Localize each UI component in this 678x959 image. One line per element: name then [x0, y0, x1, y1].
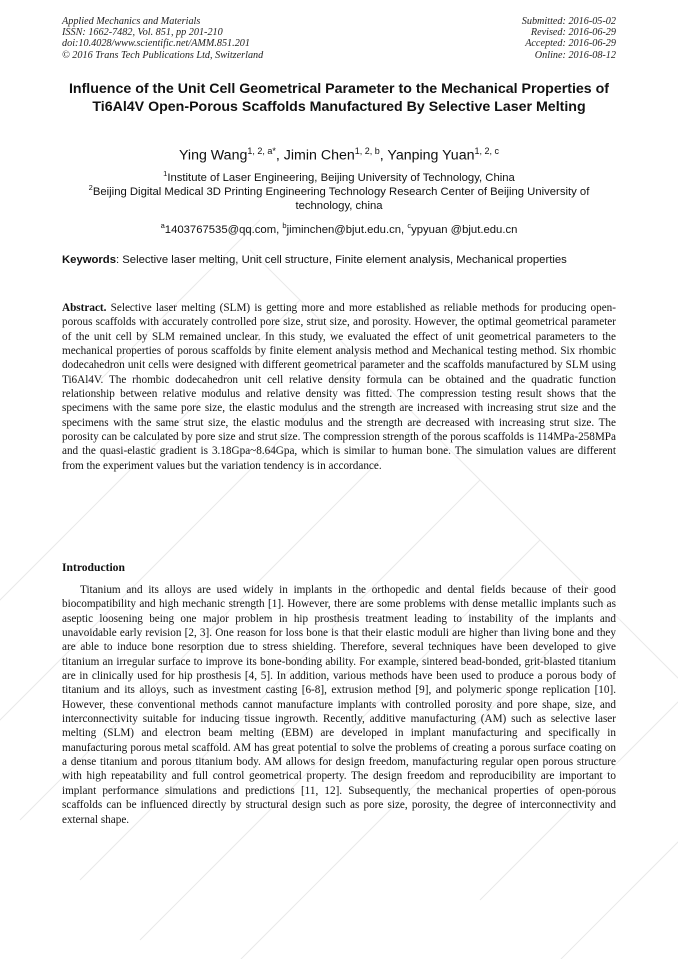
online-date: Online: 2016-08-12 — [534, 49, 616, 61]
section-heading-introduction: Introduction — [62, 561, 125, 574]
author-sup: 1, 2, c — [474, 146, 499, 156]
author-emails: $^a$1403767535@qq.com, $^b$jiminchen@bjut.edu.cn, $^c$ypyuan @bjut.edu.cn — [160, 221, 518, 236]
email-link[interactable]: jiminchen@bjut.edu.cn — [286, 223, 402, 236]
affiliation-text: Institute of Laser Engineering, Beijing University of Technology, China — [167, 171, 515, 184]
revised-date: Revised: 2016-06-29 — [530, 27, 616, 39]
affiliation-sup: 1 — [163, 169, 168, 178]
journal-copyright: © 2016 Trans Tech Publications Ltd, Switzerland — [62, 49, 264, 61]
journal-header-right — [522, 16, 616, 61]
email-sup: b — [282, 221, 287, 230]
affiliation-2 — [62, 181, 616, 213]
keywords — [62, 253, 616, 267]
introduction-paragraph: Titanium and its alloys are used widely in implants in the orthopedic and dental fields because of their good biocompatibility and high mechanic strength [1]. However, there are some problems with dense metallic implants such as aseptic loosening being one major problem in hip prosthesis treatment leading to instability of the implants and unavoidable early revision [2, 3]. One reason for loss bone is that their elastic moduli are higher than living bone and they are able to induce bone resorption due to stress shielding. Therefore, several techniques have been developed to give titanium an irregular surface to improve its bone-bonding ability. For example, sintered bead-bonded, grit-blasted titanium are in clinically used for hip prosthesis [4, 5]. In addition, various methods have been used to produce a porous body of titanium and its alloys, such as investment casting [6-8], extrusion method [9], and polymeric sponge replication [10]. However, these conventional methods cannot manufacture implants with controlled porosity and pore shape, size, and interconnectivity suitable for inducing tissue ingrowth. Recently, additive manufacturing (AM) such as selective laser melting (SLM) and electron beam melting (EBM) are developed in implant manufacturing and specifically in manufacturing porous metal scaffold. AM has great potential to solve the problems of creating a porous surface coating on a dense titanium and porous titanium body. AM allows for design freedom, manufacturing regular open porous structure with high repeatability and full control geometrical property. The design freedom and reproducibility are important to implant performance simulations and predictions [11, 12]. Subsequently, the mechanical properties of open-porous scaffolds can be influenced directly by structural design such as pore size, porosity, the degree of interconnectivity and external shape. — [62, 584, 616, 826]
author-name: Jimin Chen — [283, 147, 355, 164]
author-sup: 1, 2, a* — [247, 146, 276, 156]
email-sup: c — [407, 221, 412, 230]
author-name: Yanping Yuan — [387, 147, 475, 164]
journal-name: Applied Mechanics and Materials — [62, 16, 201, 27]
abstract-label: Abstract. — [62, 302, 107, 314]
author-name: Ying Wang — [179, 147, 248, 164]
author-list: Ying Wang$^{1, 2, a*}$, Jimin Chen$^{1, 2, b}$, Yanping Yuan$^{1, 2, c}$ — [179, 146, 499, 164]
affiliation-text: Beijing Digital Medical 3D Printing Engineering Technology Research Center of Beijing University of technology, china — [92, 185, 590, 212]
paper-title: Influence of the Unit Cell Geometrical Parameter to the Mechanical Properties of Ti6Al4V Open-Porous Scaffolds Manufactured By Selective Laser Melting — [68, 81, 610, 115]
journal-issn: ISSN: 1662-7482, Vol. 851, pp 201-210 — [62, 27, 223, 39]
journal-doi: doi:10.4028/www.scientific.net/AMM.851.201 — [62, 38, 250, 50]
keywords-text: : Selective laser melting, Unit cell structure, Finite element analysis, Mechanical properties — [116, 254, 567, 266]
keywords-label: Keywords — [62, 254, 116, 266]
abstract-text: Selective laser melting (SLM) is getting more and more established as reliable methods for producing open-porous scaffolds with accurately controlled pore size, strut size, and porosity. However, the optimal geometrical parameter of the unit cell by SLM remained unclear. In this study, we evaluated the effect of unit geometrical parameters to the mechanical properties of porous scaffolds by finite element analysis method and Mechanical testing method. Six rhombic dodecahedron unit cells were designed with different geometrical parameter and the scaffolds manufactured by SLM using Ti6Al4V. The rhombic dodecahedron unit cell relative density formula can be obtained and the quadratic function relationship between relative modulus and relative density was fitted. The compression testing result shows that the specimens with the same pore size, the elastic modulus and the strength are increased with increasing strut size and the specimens with the same strut size, the elastic modulus and the strength are decreased with increasing strut size. The porosity can be calculated by pore size and strut size. The compression strength of the porous scaffolds is 114MPa-258MPa and the quasi-elastic gradient is 3.18Gpa~8.64Gpa, which is similar to human bone. The simulation values are different from the experiment values but the variation tendency is in accordance. — [62, 302, 616, 472]
author-sup: 1, 2, b — [354, 146, 380, 156]
journal-header-left — [62, 16, 263, 61]
email-sup: a — [160, 221, 165, 230]
email-link[interactable]: ypyuan @bjut.edu.cn — [411, 223, 518, 236]
affiliation-sup: 2 — [88, 183, 93, 192]
accepted-date: Accepted: 2016-06-29 — [525, 38, 616, 50]
submitted-date: Submitted: 2016-05-02 — [521, 16, 616, 27]
abstract — [62, 301, 616, 473]
email-link[interactable]: 1403767535@qq.com — [164, 223, 277, 236]
